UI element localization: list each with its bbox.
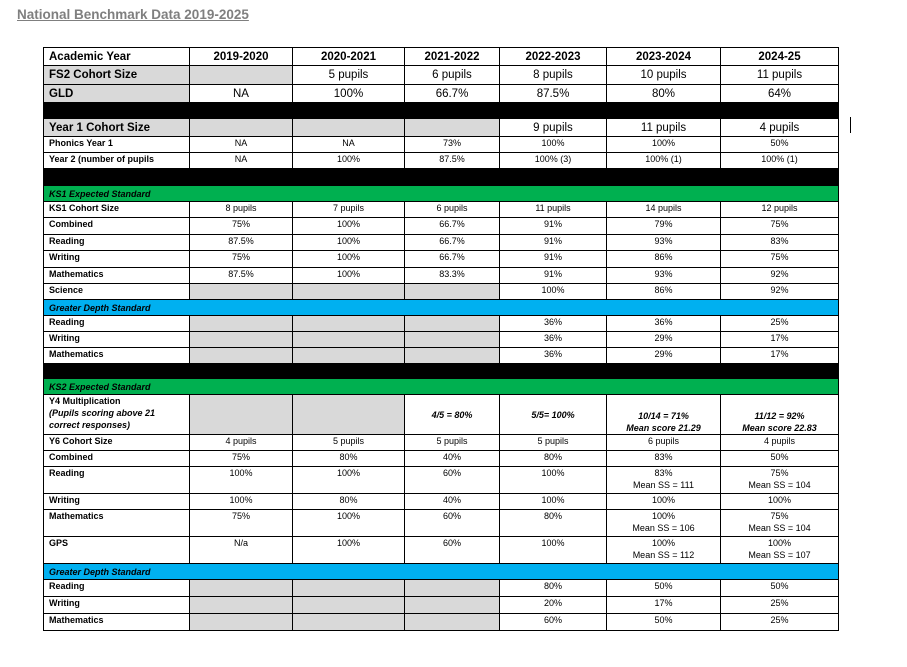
cell: 87.5% [500,85,607,103]
ks2-maths-row [44,510,839,537]
cell [721,510,839,537]
cell: 91% [500,218,607,235]
cell: 64% [721,85,839,103]
cell: 60% [500,614,607,631]
header-label: Academic Year [44,48,190,66]
cell [405,348,500,364]
cell: NA [293,137,405,153]
cell: 20% [500,597,607,614]
text-cursor [850,117,851,133]
cell: 17% [721,348,839,364]
cell-line: 11/12 = 92% [754,411,805,421]
cell: 100% [607,137,721,153]
ks1-cohort-row [44,202,839,218]
ks2-gd-maths-row [44,614,839,631]
ks2-greater-depth-header [44,564,839,580]
cell: 100% [293,268,405,284]
cell-line: Mean score 22.83 [742,423,817,433]
row-label: Mathematics [44,268,190,284]
cell: 93% [607,268,721,284]
cell: 93% [607,235,721,251]
cell: 8 pupils [500,66,607,85]
header-row [44,48,839,66]
ks1-section-header [44,186,839,202]
cell [405,614,500,631]
cell: 80% [293,494,405,510]
cell: 29% [607,332,721,348]
cell [190,316,293,332]
cell: 66.7% [405,251,500,268]
year-header: 2024-25 [721,48,839,66]
cell: 87.5% [405,153,500,169]
row-label: Mathematics [44,614,190,631]
cell [405,580,500,597]
cell: 83% [607,451,721,467]
cell: 75% [190,251,293,268]
row-label: Science [44,284,190,300]
cell: 17% [607,597,721,614]
cell [293,614,405,631]
ks2-reading-row [44,467,839,494]
cell [293,597,405,614]
cell [293,119,405,137]
ks2-gd-reading-row [44,580,839,597]
section-label: Greater Depth Standard [44,564,839,580]
row-label: Mathematics [44,510,190,537]
cell: 91% [500,251,607,268]
fs2-gld-row [44,85,839,103]
cell: 92% [721,284,839,300]
ks1-writing-row [44,251,839,268]
cell: 75% [721,218,839,235]
row-label: GPS [44,537,190,564]
row-label: Writing [44,251,190,268]
cell: 100% [293,251,405,268]
cell: 75% [190,451,293,467]
cell: 8 pupils [190,202,293,218]
cell [293,348,405,364]
section-label: KS2 Expected Standard [44,379,839,395]
cell [405,119,500,137]
cell: 66.7% [405,235,500,251]
cell: 100% [721,494,839,510]
cell-line: 10/14 = 71% [638,411,689,421]
ks2-writing-row [44,494,839,510]
row-label: Year 1 Cohort Size [44,119,190,137]
cell: 91% [500,268,607,284]
cell: 4/5 = 80% [405,395,500,435]
cell: 10 pupils [607,66,721,85]
cell [190,348,293,364]
row-label: Reading [44,235,190,251]
cell: 14 pupils [607,202,721,218]
cell: 11 pupils [721,66,839,85]
cell: 66.7% [405,85,500,103]
ks1-greater-depth-header [44,300,839,316]
row-label: Y6 Cohort Size [44,435,190,451]
cell: 100% [190,467,293,494]
cell-line: Mean SS = 107 [748,550,811,560]
cell: 80% [500,510,607,537]
cell: 40% [405,451,500,467]
cell: 12 pupils [721,202,839,218]
cell [293,316,405,332]
cell: 25% [721,597,839,614]
row-label: Reading [44,467,190,494]
cell: 50% [721,580,839,597]
cell: 80% [500,580,607,597]
year1-cohort-row [44,119,839,137]
ks2-combined-row [44,451,839,467]
row-label: Combined [44,218,190,235]
separator-bar [44,103,839,119]
cell [607,467,721,494]
year-header: 2020-2021 [293,48,405,66]
cell: 100% [293,467,405,494]
row-label: Year 2 (number of pupils [44,153,190,169]
cell: 100% [500,494,607,510]
row-label [44,395,190,435]
row-label: GLD [44,85,190,103]
row-label: Writing [44,332,190,348]
cell-line: Mean SS = 106 [632,523,695,533]
cell: 36% [500,332,607,348]
cell [190,597,293,614]
cell: 5 pupils [405,435,500,451]
row-label: Mathematics [44,348,190,364]
cell: 83% [721,235,839,251]
ks1-gd-writing-row [44,332,839,348]
cell: 100% [293,85,405,103]
year-header: 2022-2023 [500,48,607,66]
cell: 5 pupils [500,435,607,451]
cell [190,66,293,85]
cell: 100% (1) [607,153,721,169]
row-label: KS1 Cohort Size [44,202,190,218]
section-label: KS1 Expected Standard [44,186,839,202]
cell: 50% [721,451,839,467]
cell: 100% (1) [721,153,839,169]
cell: 80% [607,85,721,103]
cell: 36% [500,348,607,364]
cell [721,395,839,435]
cell: 29% [607,348,721,364]
ks1-gd-reading-row [44,316,839,332]
cell: 100% [500,137,607,153]
cell: 60% [405,467,500,494]
cell [721,467,839,494]
year-header: 2023-2024 [607,48,721,66]
year2-row [44,153,839,169]
cell: 75% [721,251,839,268]
cell [293,580,405,597]
row-label-line: Y4 Multiplication [49,396,121,406]
cell-line: 100% [767,538,792,548]
cell: 11 pupils [607,119,721,137]
cell-line: Mean SS = 104 [748,480,811,490]
cell [607,395,721,435]
document-title: National Benchmark Data 2019-2025 [17,7,249,22]
row-label: Reading [44,580,190,597]
y6-cohort-row [44,435,839,451]
cell [190,580,293,597]
cell: 80% [293,451,405,467]
cell: NA [190,153,293,169]
cell: 60% [405,537,500,564]
cell: 87.5% [190,235,293,251]
cell: 73% [405,137,500,153]
cell: 80% [500,451,607,467]
cell: 25% [721,614,839,631]
row-label: FS2 Cohort Size [44,66,190,85]
cell: 86% [607,284,721,300]
cell: 17% [721,332,839,348]
cell: 75% [190,510,293,537]
row-label: Writing [44,597,190,614]
phonics-row [44,137,839,153]
cell: 4 pupils [721,119,839,137]
cell: 75% [190,218,293,235]
cell: 100% [293,153,405,169]
cell-line: 100% [651,538,676,548]
cell [190,284,293,300]
cell: 36% [500,316,607,332]
cell [293,395,405,435]
cell: 6 pupils [405,202,500,218]
separator-bar [44,169,839,186]
year-header: 2019-2020 [190,48,293,66]
ks2-gd-writing-row [44,597,839,614]
cell: 5 pupils [293,435,405,451]
cell [405,597,500,614]
cell: NA [190,137,293,153]
row-label: Writing [44,494,190,510]
cell-line: 83% [654,468,673,478]
row-label: Combined [44,451,190,467]
cell: 5 pupils [293,66,405,85]
cell: 7 pupils [293,202,405,218]
year-header: 2021-2022 [405,48,500,66]
cell: 100% [500,284,607,300]
cell: 6 pupils [607,435,721,451]
cell-line: Mean SS = 104 [748,523,811,533]
ks1-maths-row [44,268,839,284]
cell-line: Mean score 21.29 [626,423,701,433]
cell: N/a [190,537,293,564]
cell: 86% [607,251,721,268]
cell [190,395,293,435]
cell: 9 pupils [500,119,607,137]
cell [607,510,721,537]
ks2-section-header [44,379,839,395]
cell: 83.3% [405,268,500,284]
cell: 100% [293,235,405,251]
cell: 100% (3) [500,153,607,169]
cell [607,537,721,564]
cell [293,332,405,348]
row-label-line: correct responses) [49,420,131,430]
cell: 50% [607,580,721,597]
row-label: Reading [44,316,190,332]
cell [190,332,293,348]
cell: 4 pupils [721,435,839,451]
cell: 100% [500,537,607,564]
cell: 11 pupils [500,202,607,218]
cell: 100% [607,494,721,510]
benchmark-table [43,47,839,631]
cell: 100% [293,218,405,235]
cell: NA [190,85,293,103]
cell: 100% [500,467,607,494]
cell: 100% [190,494,293,510]
cell: 60% [405,510,500,537]
cell [293,284,405,300]
cell-line: Mean SS = 111 [633,480,694,490]
cell: 91% [500,235,607,251]
cell: 79% [607,218,721,235]
cell: 87.5% [190,268,293,284]
cell-line: Mean SS = 112 [632,550,695,560]
cell: 66.7% [405,218,500,235]
cell: 50% [607,614,721,631]
cell: 4 pupils [190,435,293,451]
cell [721,537,839,564]
section-label: Greater Depth Standard [44,300,839,316]
cell-line: 75% [770,468,789,478]
separator-bar [44,364,839,379]
cell [190,614,293,631]
cell-line: 100% [651,511,676,521]
cell: 50% [721,137,839,153]
row-label-line: (Pupils scoring above 21 [49,408,156,418]
cell: 100% [293,537,405,564]
ks1-combined-row [44,218,839,235]
cell [190,119,293,137]
y4-multiplication-row [44,395,839,435]
cell: 25% [721,316,839,332]
ks1-gd-maths-row [44,348,839,364]
ks1-reading-row [44,235,839,251]
cell: 100% [293,510,405,537]
row-label: Phonics Year 1 [44,137,190,153]
cell [405,284,500,300]
cell-line: 75% [770,511,789,521]
cell: 5/5= 100% [500,395,607,435]
cell: 36% [607,316,721,332]
ks2-gps-row [44,537,839,564]
cell: 40% [405,494,500,510]
ks1-science-row [44,284,839,300]
cell [405,316,500,332]
fs2-cohort-row [44,66,839,85]
cell [405,332,500,348]
cell: 6 pupils [405,66,500,85]
cell: 92% [721,268,839,284]
